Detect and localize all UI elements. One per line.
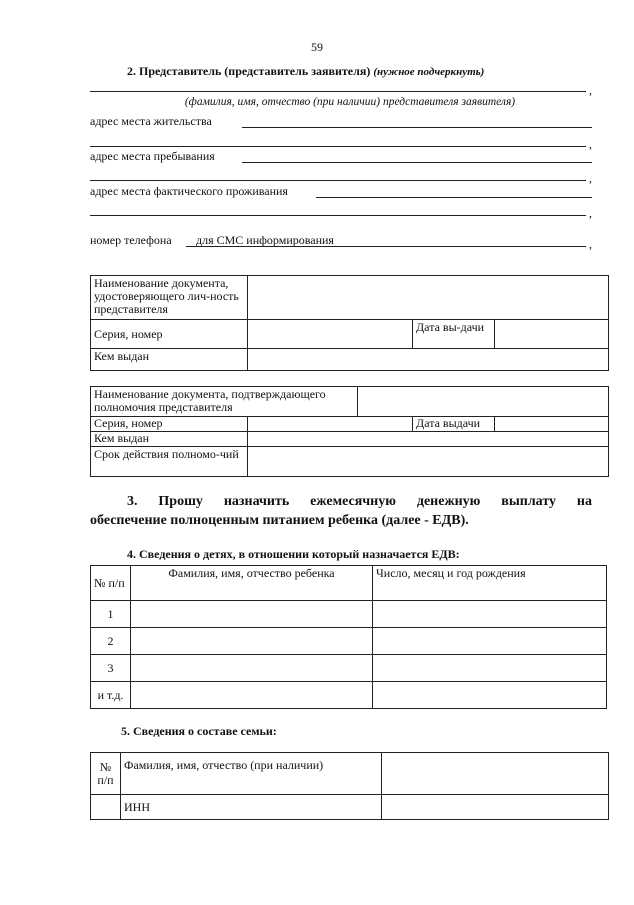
family-num-cell [91,795,121,820]
family-inn-cell[interactable] [382,795,609,820]
representative-fio-field[interactable] [90,91,586,92]
authority-issued-label: Кем выдан [91,432,248,447]
authority-series-cell[interactable] [248,417,413,432]
section3-line1: 3. Прошу назначить ежемесячную денежную выплату на [127,494,592,509]
child-birth-cell[interactable] [373,682,607,709]
authority-series-label: Серия, номер [91,417,248,432]
family-inn-label: ИНН [121,795,382,820]
actual-address-field[interactable] [316,197,592,198]
section4-title: 4. Сведения о детях, в отношении который назначается ЕДВ: [127,547,460,561]
phone-field[interactable] [186,246,586,247]
authority-doc-name-cell[interactable] [358,387,609,417]
page-number: 59 [311,40,323,54]
rep-doc-name-cell[interactable] [248,276,609,320]
authority-validity-label: Срок действия полномо-чий [91,447,248,477]
comma: , [589,237,592,251]
stay-address-field-2[interactable] [90,180,586,181]
residence-address-label: адрес места жительства [90,114,212,128]
authority-date-cell[interactable] [495,417,609,432]
family-table [90,752,609,820]
phone-label: номер телефона [90,233,172,247]
authority-document-table [90,386,609,477]
section2-title-text: 2. Представитель (представитель заявителя) [127,64,371,78]
authority-issued-cell[interactable] [248,432,609,447]
rep-doc-issued-label: Кем выдан [91,349,248,371]
section5-title: 5. Сведения о составе семьи: [121,724,277,738]
section3-line2: обеспечение полноценным питанием ребенка (далее - ЕДВ). [90,513,469,528]
rep-doc-date-label: Дата вы-дачи [413,320,495,349]
children-header-num: № п/п [91,566,131,601]
residence-address-field[interactable] [242,127,592,128]
stay-address-label: адрес места пребывания [90,149,215,163]
comma: , [589,83,592,97]
children-table [90,565,607,709]
rep-document-table [90,275,609,371]
sms-label: для СМС информирования [196,233,334,247]
residence-address-field-2[interactable] [90,146,586,147]
section2-title [127,64,484,79]
children-row-num: 2 [91,628,131,655]
rep-doc-name-label: Наименование документа, удостоверяющего лич-ность представителя [91,276,248,320]
rep-doc-issued-cell[interactable] [248,349,609,371]
family-header-name: Фамилия, имя, отчество (при наличии) [121,753,382,795]
children-row-num: 1 [91,601,131,628]
child-name-cell[interactable] [131,655,373,682]
family-header-num: № п/п [91,753,121,795]
comma: , [589,171,592,185]
rep-doc-series-label: Серия, номер [91,320,248,349]
actual-address-label: адрес места фактического проживания [90,184,288,198]
authority-doc-name-label: Наименование документа, подтверждающего полномочия представителя [91,387,358,417]
comma: , [589,137,592,151]
rep-doc-date-cell[interactable] [495,320,609,349]
actual-address-field-2[interactable] [90,215,586,216]
child-birth-cell[interactable] [373,601,607,628]
stay-address-field[interactable] [242,162,592,163]
child-birth-cell[interactable] [373,655,607,682]
fio-caption: (фамилия, имя, отчество (при наличии) представителя заявителя) [184,96,516,108]
children-header-name: Фамилия, имя, отчество ребенка [131,566,373,601]
authority-date-label: Дата выдачи [413,417,495,432]
children-header-birth: Число, месяц и год рождения [373,566,607,601]
children-row-num: 3 [91,655,131,682]
child-birth-cell[interactable] [373,628,607,655]
children-row-num: и т.д. [91,682,131,709]
child-name-cell[interactable] [131,682,373,709]
rep-doc-series-cell[interactable] [248,320,413,349]
authority-validity-cell[interactable] [248,447,609,477]
family-name-cell[interactable] [382,753,609,795]
comma: , [589,206,592,220]
child-name-cell[interactable] [131,601,373,628]
child-name-cell[interactable] [131,628,373,655]
section2-title-note: (нужное подчеркнуть) [373,66,485,78]
